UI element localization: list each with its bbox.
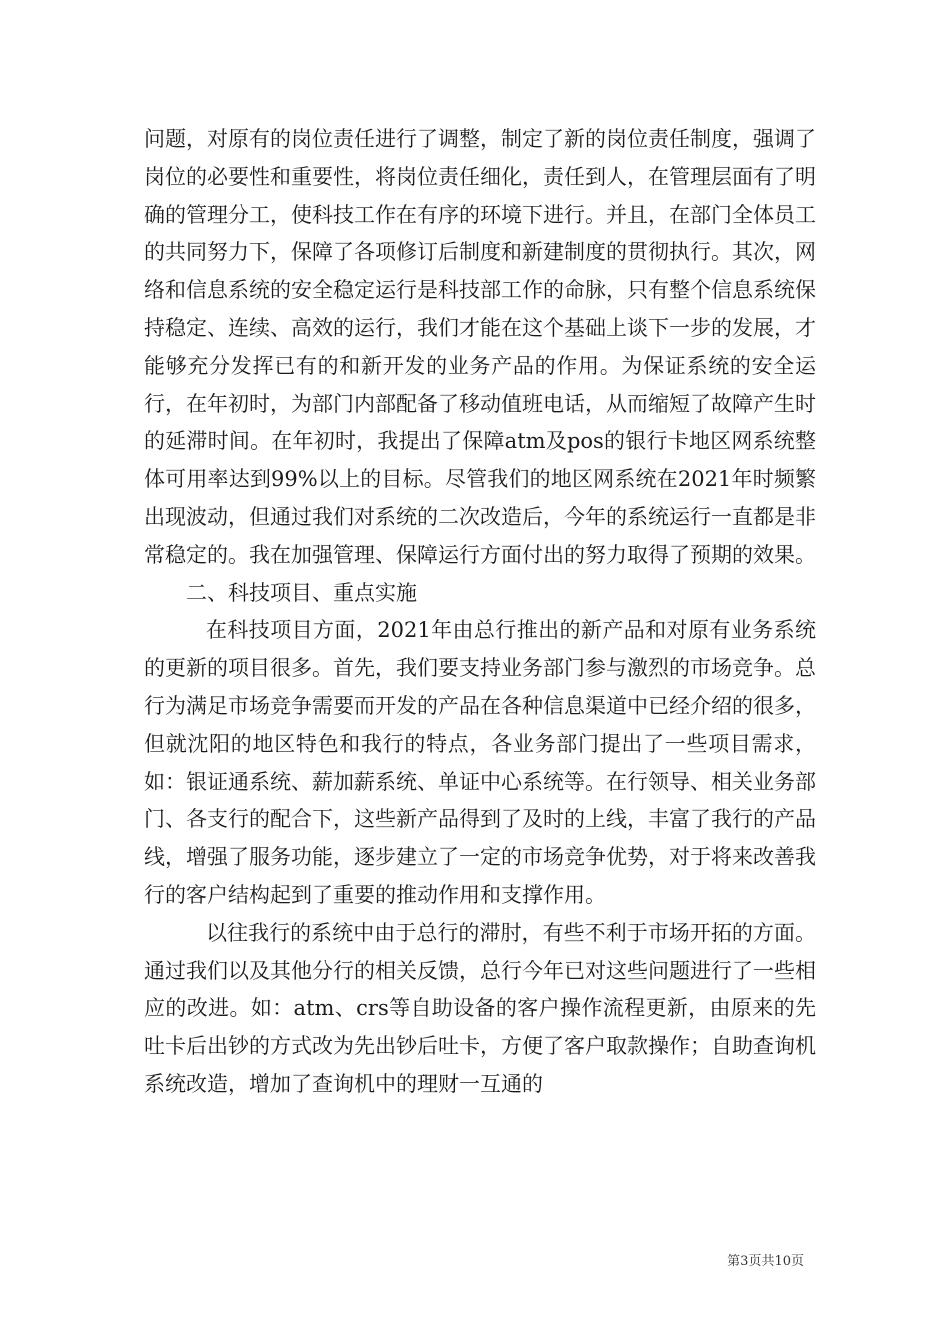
paragraph-continued: 问题，对原有的岗位责任进行了调整，制定了新的岗位责任制度，强调了岗位的必要性和重要性，将岗位责任细化，责任到人，在管理层面有了明确的管理分工，使科技工作在有序的环境下进行。并且，在部门全体员工的共同努力下，保障了各项修订后制度和新建制度的贯彻执行。其次，网络和信息系统的安全稳定运行是科技部工作的命脉，只有整个信息系统保持稳定、连续、高效的运行，我们才能在这个基础上谈下一步的发展，才能够充分发挥已有的和新开发的业务产品的作用。为保证系统的安全运行，在年初时，为部门内部配备了移动值班电话，从而缩短了故障产生时的延滞时间。在年初时，我提出了保障atm及pos的银行卡地区网系统整体可用率达到99%以上的目标。尽管我们的地区网系统在2021年时频繁出现波动，但通过我们对系统的二次改造后，今年的系统运行一直都是非常稳定的。我在加强管理、保障运行方面付出的努力取得了预期的效果。 [144,127,816,567]
page-number-footer: 第3页共10页 [727,1254,804,1269]
section-heading: 二、科技项目、重点实施 [186,580,417,605]
paragraph-tech-projects: 在科技项目方面，2021年由总行推出的新产品和对原有业务系统的更新的项目很多。首先，我们要支持业务部门参与激烈的市场竞争。总行为满足市场竞争需要而开发的产品在各种信息渠道中已经介绍的很多，但就沈阳的地区特色和我行的特点，各业务部门提出了一些项目需求，如：银证通系统、薪加薪系统、单证中心系统等。在行领导、相关业务部门、各支行的配合下，这些新产品得到了及时的上线，丰富了我行的产品线，增强了服务功能，逐步建立了一定的市场竞争优势，对于将来改善我行的客户结构起到了重要的推动作用和支撑作用。 [144,618,816,907]
document-body [144,121,816,1104]
paragraph-system-improvements: 以往我行的系统中由于总行的滞肘，有些不利于市场开拓的方面。通过我们以及其他分行的相关反馈，总行今年已对这些问题进行了一些相应的改进。如：atm、crs等自助设备的客户操作流程更新，由原来的先吐卡后出钞的方式改为先出钞后吐卡，方便了客户取款操作；自助查询机系统改造，增加了查询机中的理财一互通的 [144,920,816,1096]
